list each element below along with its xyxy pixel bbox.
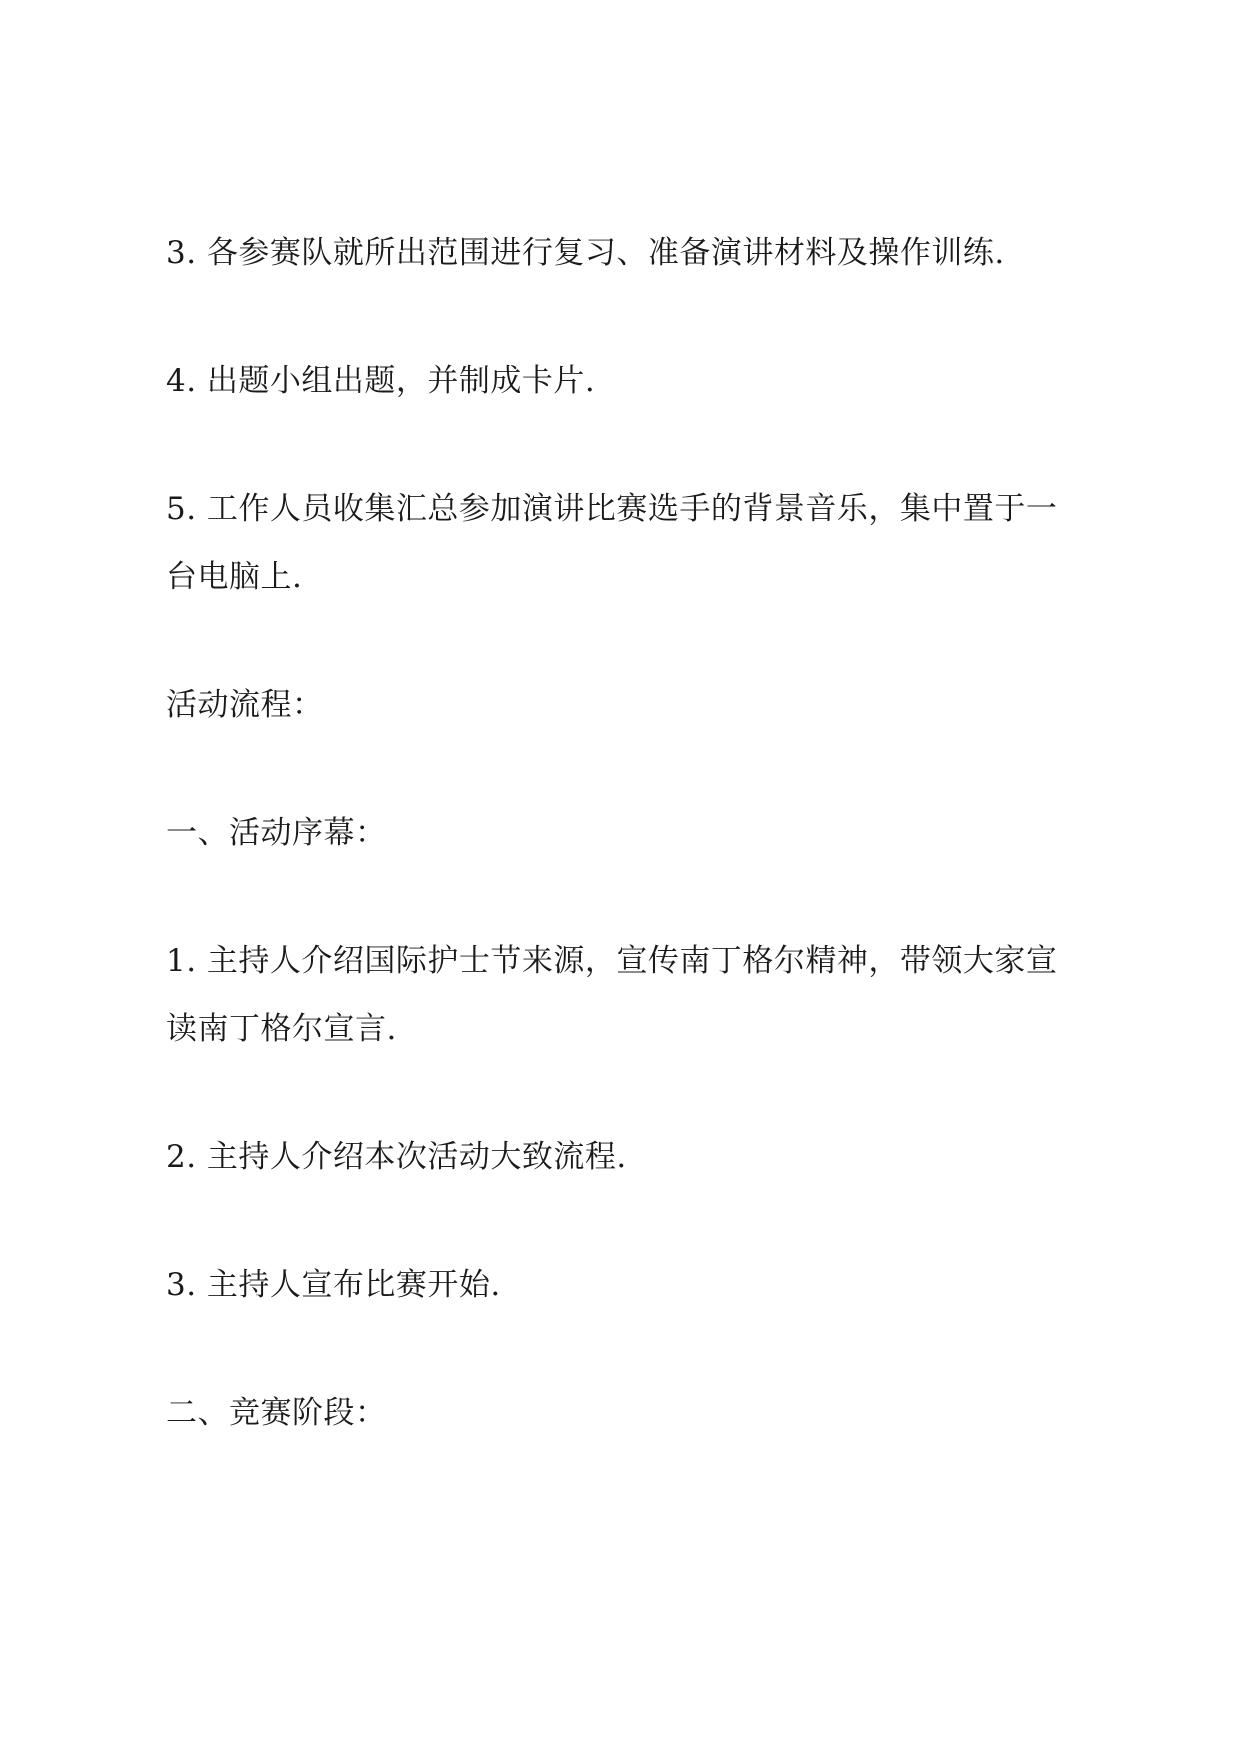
section-heading-activity-flow: 活动流程： (166, 687, 324, 723)
prep-item-5-line-1: 5. 工作人员收集汇总参加演讲比赛选手的背景音乐，集中置于一 (166, 491, 1058, 527)
prep-item-5-line-2: 台电脑上. (166, 559, 303, 595)
opening-item-2: 2. 主持人介绍本次活动大致流程. (166, 1139, 627, 1175)
section-heading-competition: 二、竞赛阶段： (166, 1395, 387, 1431)
prep-item-3: 3. 各参赛队就所出范围进行复习、准备演讲材料及操作训练. (166, 235, 1005, 271)
opening-item-1-line-2: 读南丁格尔宣言. (166, 1011, 397, 1047)
opening-item-1-line-1: 1. 主持人介绍国际护士节来源，宣传南丁格尔精神，带领大家宣 (166, 943, 1058, 979)
opening-item-3: 3. 主持人宣布比赛开始. (166, 1267, 501, 1303)
prep-item-4: 4. 出题小组出题，并制成卡片. (166, 363, 596, 399)
section-heading-opening: 一、活动序幕： (166, 815, 387, 851)
